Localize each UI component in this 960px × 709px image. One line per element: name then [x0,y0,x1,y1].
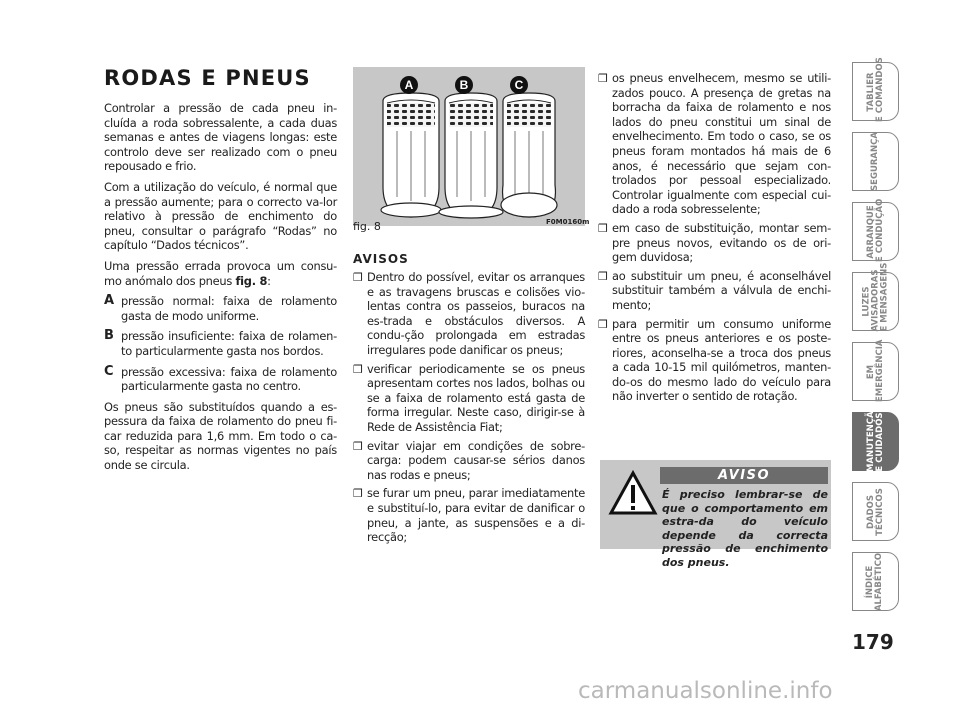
label-b [455,76,473,94]
tab-indice[interactable] [852,552,899,611]
checkbox-icon: ❒ [353,439,363,453]
checkbox-icon: ❒ [598,269,608,283]
page-number: 179 [852,630,894,654]
tab-label: LUZES AVISADORAS E MENSAGENS [861,262,889,332]
tab-dados[interactable] [852,482,899,541]
paragraph-closing: Os pneus são substituídos quando a es-pessura da faixa de rolamento do pneu fi-car reduzida para 1,6 mm. Em todo o ca-so, respeitar as normas vigentes no país onde se circula. [104,399,337,473]
checkbox-icon: ❒ [353,271,363,284]
label-c [510,76,528,94]
item-text: Dentro do possível, evitar os arranques e as travagens bruscas e colisões vio-lentas contra os passeios, buracos na es-trada e obstáculos diversos. A condu-ção prolongada em estradas irregulares pode danificar os pneus; [367,270,585,357]
item-text: pressão excessiva: faixa de rolamento particularmente gasta no centro. [121,364,337,394]
list-item [104,329,337,358]
paragraph-3-text: Uma pressão errada provoca um consu-mo anómalo dos pneus [104,258,337,288]
figure-caption: fig. 8 [353,220,381,233]
warning-title: AVISO [660,467,828,484]
watermark: carmanualsonline.info [578,678,833,704]
list-item [104,294,337,323]
item-text: pressão normal: faixa de rolamento gasta de modo uniforme. [121,294,337,323]
checkbox-icon: ❒ [598,72,608,85]
item-marker: B [104,328,114,344]
item-text: evitar viajar em condições de sobre-carga: podem causar-se sérios danos nas rodas e pneus; [367,438,585,482]
label-a [400,76,418,94]
tab-luzes[interactable] [852,262,899,332]
item-marker: A [104,293,114,309]
tab-arranque[interactable] [852,198,899,262]
svg-text:C: C [514,78,524,92]
tire-b [439,93,503,218]
item-text: para permitir um consumo uniforme entre os pneus anteriores e os poste-riores, aconselha-se a troca dos pneus a cada 10-15 mil quilómetros, manten-do-os do mesmo lado do veículo para não inverter o sentido de rotação. [612,316,831,404]
tab-label: TABLIER E COMANDOS [865,56,885,122]
item-text: verificar periodicamente se os pneus apresentam cortes nos lados, bolhas ou se a faixa de rolamento está gasta de forma irregular. Neste caso, dirigir-se à Rede de Assistência Fiat; [367,361,585,434]
tab-tablier[interactable] [852,56,899,122]
svg-text:B: B [459,78,469,92]
tab-label: EM EMERGÊNCIA [865,339,885,402]
list-item [598,71,831,217]
list-item [598,317,831,405]
list-item [598,269,831,313]
tab-manutencao[interactable] [852,403,899,472]
page-title: RODAS E PNEUS [104,66,311,90]
tab-label: DADOS TÉCNICOS [865,487,885,536]
tab-label: SEGURANÇA [870,132,880,191]
tire-illustration [353,67,585,226]
tab-seguranca[interactable] [852,132,899,191]
column-avisos [353,252,585,545]
item-marker: C [104,363,114,379]
tire-wear-figure [353,67,585,226]
fig-reference: fig. 8 [235,273,268,288]
checkbox-icon: ❒ [353,362,363,376]
paragraph-1: Controlar a pressão de cada pneu in-cluída a roda sobressalente, a cada duas semanas e antes de viagens longas: este controlo deve ser realizado com o pneu repousado e frio. [104,101,337,174]
list-item [353,362,585,435]
tire-a [381,93,441,217]
figure-code: F0M0160m [546,218,590,226]
warning-text-body: É preciso lembrar-se de que o comportamento em estra-da do veículo depende da correcta pressão de enchimento dos pneus. [662,488,828,569]
tab-emergencia[interactable] [852,339,899,402]
list-item [104,365,337,394]
column-intro [104,101,337,473]
list-item [598,221,831,265]
checkbox-icon: ❒ [598,221,608,235]
column-continued [598,71,831,404]
list-item [353,439,585,483]
item-text: em caso de substituição, montar sem-pre pneus novos, evitando os de ori-gem duvidosa; [612,220,831,265]
paragraph-3: Uma pressão errada provoca um consu-mo anómalo dos pneus fig. 8: [104,258,337,288]
item-text: ao substituir um pneu, é aconselhável substituir também a válvula de enchi-mento; [612,268,831,312]
svg-text:A: A [404,78,414,92]
checkbox-icon: ❒ [598,317,608,331]
tab-label: ÍNDICE ALFABÉTICO [865,552,885,611]
tab-label: ARRANQUE E CONDUÇÃO [865,198,885,262]
item-text: os pneus envelhecem, mesmo se utili-zados pouco. A presença de gretas na borracha da faixa de rolamento e nos lados do pneu constitui um sinal de envelhecimento. Em todo o caso, se os pneus foram montados há mais de 6 anos, é necessário que sejam con-trolados por pessoal especializado. Controlar igualmente com especial cui-dado a roda sobresselente; [612,71,831,217]
avisos-heading: AVISOS [353,252,409,266]
tire-c [501,93,557,217]
list-item [353,486,585,544]
tab-label: MANUTENÇÃO E CUIDADOS [865,403,885,472]
list-item [353,270,585,358]
checkbox-icon: ❒ [353,487,363,501]
item-text: se furar um pneu, parar imediatamente e substituí-lo, para evitar de danificar o pneu, a jante, as suspensões e a di-recção; [367,486,585,545]
paragraph-2: Com a utilização do veículo, é normal que a pressão aumente; para o correcto va-lor relativo à pressão de enchimento do pneu, consultar o parágrafo “Rodas” no capítulo “Dados técnicos”. [104,179,337,253]
warning-text [606,488,828,569]
item-text: pressão insuficiente: faixa de rolamen-to particularmente gasta nos bordos. [121,329,337,358]
